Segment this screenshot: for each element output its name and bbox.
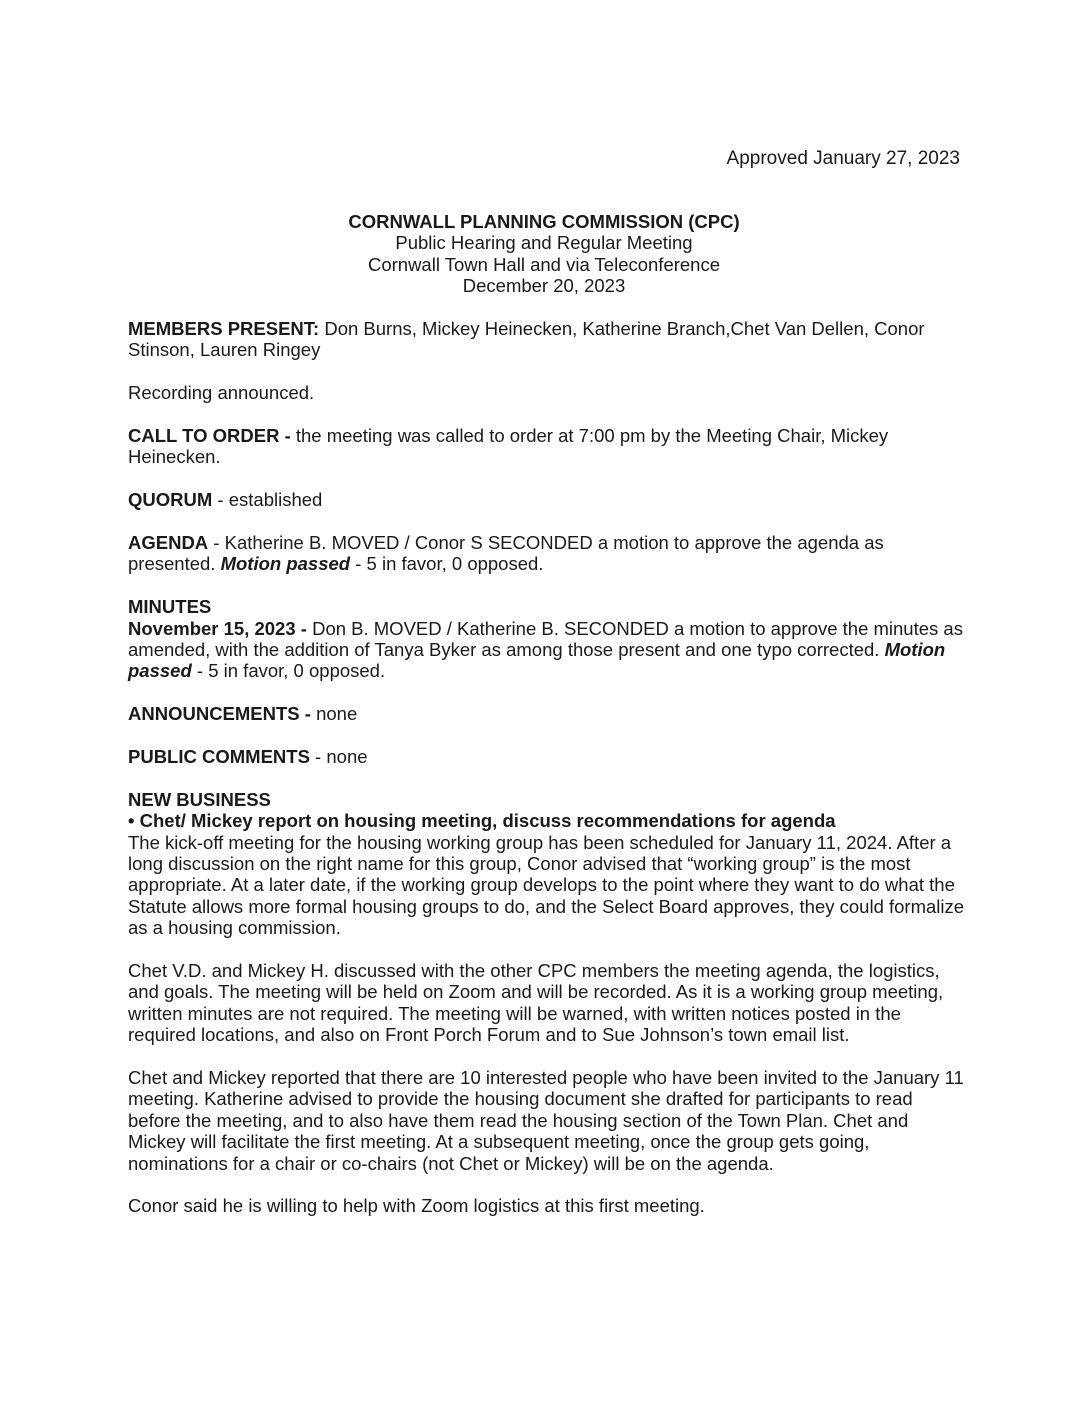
new-business-para-2: Chet V.D. and Mickey H. discussed with the other CPC members the meeting agenda, the logistics, and goals. The meeting will be held on Zoom and will be recorded. As it is a working group meeting, written minutes are not required. The meeting will be warned, with written notices posted in the required locations, and also on Front Porch Forum and to Sue Johnson’s town email list. bbox=[128, 960, 944, 1046]
minutes-result: - 5 in favor, 0 opposed. bbox=[191, 660, 386, 682]
meeting-type: Public Hearing and Regular Meeting bbox=[395, 232, 693, 254]
agenda-result: - 5 in favor, 0 opposed. bbox=[350, 553, 544, 575]
agenda bbox=[128, 532, 968, 575]
recording-note: Recording announced. bbox=[128, 382, 315, 404]
meeting-location: Cornwall Town Hall and via Teleconference bbox=[367, 253, 721, 275]
announcements bbox=[128, 703, 968, 724]
public-comments-label: PUBLIC COMMENTS bbox=[128, 746, 310, 768]
public-comments bbox=[128, 746, 968, 767]
new-business-heading bbox=[128, 789, 968, 810]
new-business-para-3: Chet and Mickey reported that there are 10 interested people who have been invited to the January 11 meeting. Katherine advised to provide the housing document she drafted for participants to read before the meeting, and to also have them read the housing section of the Town Plan. Chet and Mickey will facilitate the first meeting. At a subsequent meeting, once the group gets going, nominations for a chair or co-chairs (not Chet or Mickey) will be on the agenda. bbox=[128, 1067, 964, 1174]
new-business-para-1: The kick-off meeting for the housing working group has been scheduled for January 11, 2024. After a long discussion on the right name for this group, Conor advised that “working group” is the most appropriate. At a later date, if the working group develops to the point where they want to do what the Statute allows more formal housing groups to do, and the Select Board approves, they could formalize as a housing commission. bbox=[128, 831, 965, 939]
agenda-motion: Motion passed bbox=[220, 553, 351, 575]
announcements-text: none bbox=[316, 703, 358, 725]
agenda-label: AGENDA bbox=[128, 532, 209, 553]
new-business-heading-text: NEW BUSINESS bbox=[128, 788, 271, 810]
minutes-body bbox=[128, 318, 968, 1238]
minutes-approval bbox=[128, 618, 968, 682]
members-text: Don Burns, Mickey Heinecken, Katherine Branch,Chet Van Dellen, Conor Stinson, Lauren Ringey bbox=[128, 318, 925, 361]
minutes-heading bbox=[128, 596, 968, 617]
members-label: MEMBERS PRESENT: bbox=[128, 318, 320, 339]
quorum-text: - established bbox=[212, 489, 323, 511]
agenda-text: - Katherine B. MOVED / Conor S SECONDED a motion to approve the agenda as presented. bbox=[128, 532, 884, 575]
document-header bbox=[0, 211, 1088, 297]
new-business-para-4: Conor said he is willing to help with Zoom logistics at this first meeting. bbox=[128, 1195, 705, 1217]
members-present bbox=[128, 318, 968, 361]
call-to-order-text: the meeting was called to order at 7:00 pm by the Meeting Chair, Mickey Heinecken. bbox=[128, 425, 889, 468]
quorum-label: QUORUM bbox=[128, 489, 213, 511]
announcements-label: ANNOUNCEMENTS - bbox=[128, 703, 317, 725]
document-title: CORNWALL PLANNING COMMISSION (CPC) bbox=[348, 211, 740, 232]
call-to-order bbox=[128, 425, 968, 468]
minutes-text: Don B. MOVED / Katherine B. SECONDED a motion to approve the minutes as amended, with the addition of Tanya Byker as among those present and one typo corrected. bbox=[128, 617, 963, 661]
new-business-item: • Chet/ Mickey report on housing meeting, discuss recommendations for agenda bbox=[128, 810, 836, 832]
approval-date: Approved January 27, 2023 bbox=[726, 148, 960, 169]
minutes-date-label: November 15, 2023 - bbox=[128, 617, 313, 639]
minutes-heading-text: MINUTES bbox=[128, 596, 212, 618]
meeting-date: December 20, 2023 bbox=[462, 275, 626, 297]
minutes-motion: Motion passed bbox=[128, 639, 946, 682]
quorum bbox=[128, 489, 968, 510]
public-comments-text: - none bbox=[309, 746, 368, 768]
call-to-order-label: CALL TO ORDER - bbox=[128, 425, 296, 446]
